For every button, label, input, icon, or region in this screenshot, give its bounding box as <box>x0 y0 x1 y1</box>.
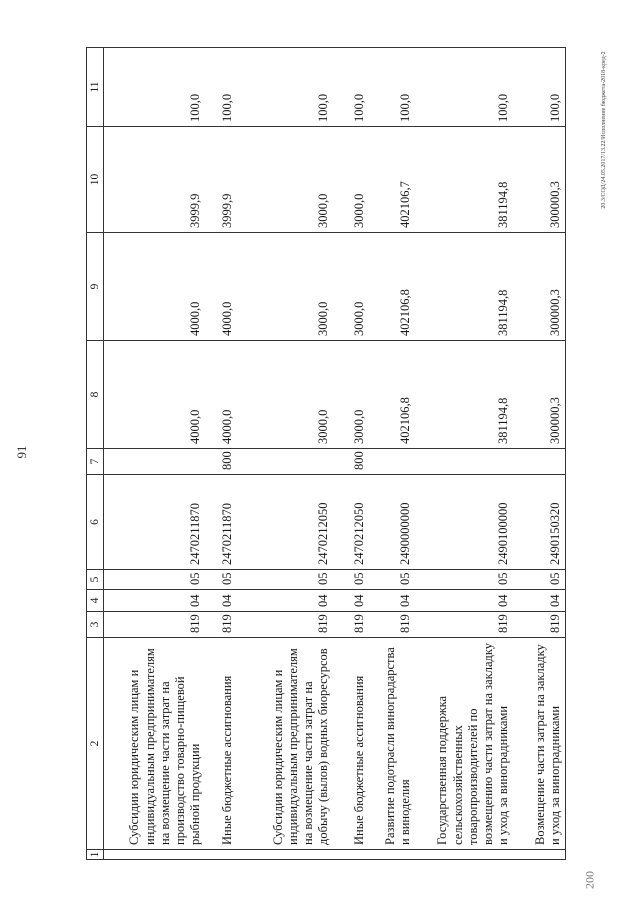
cell-value: 381194,8 <box>416 341 514 449</box>
cell-section: 04 <box>334 590 370 612</box>
column-header: 3 <box>87 612 104 638</box>
column-header: 8 <box>87 341 104 449</box>
cell-ministry: 819 <box>104 612 206 638</box>
row-name: Возмещение части затрат на закладку и уход за виноградниками <box>514 638 566 850</box>
cell-section: 04 <box>370 590 416 612</box>
cell-target-article: 2470211870 <box>206 475 238 570</box>
cell-subsection: 05 <box>370 570 416 590</box>
cell-value: 3999,9 <box>104 127 206 233</box>
cell-percent: 100,0 <box>416 48 514 127</box>
cell-value: 4000,0 <box>206 341 238 449</box>
page-number: 91 <box>14 445 29 459</box>
cell-ministry: 819 <box>416 612 514 638</box>
cell-expense-type: 800 <box>334 449 370 475</box>
cell-target-article: 2470212050 <box>238 475 334 570</box>
cell-value: 402106,8 <box>370 341 416 449</box>
cell-ministry: 819 <box>334 612 370 638</box>
cell-expense-type <box>416 449 514 475</box>
cell-section: 04 <box>416 590 514 612</box>
cell-target-article: 2490150320 <box>514 475 566 570</box>
budget-table-rotated <box>86 48 570 860</box>
row-name: Субсидии юридическим лицам и индивидуальным предпринимателям на возмещение части затрат на производство товарно-пищевой рыбной продукции <box>104 638 206 850</box>
column-header: 4 <box>87 590 104 612</box>
cell-percent: 100,0 <box>206 48 238 127</box>
row-name: Иные бюджетные ассигнования <box>206 638 238 850</box>
column-header: 9 <box>87 233 104 341</box>
cell-value: 402106,8 <box>370 233 416 341</box>
cell-target-article: 2470211870 <box>104 475 206 570</box>
cell-value: 300000,3 <box>514 341 566 449</box>
cell-value: 4000,0 <box>206 233 238 341</box>
table-row <box>206 48 238 860</box>
cell-ministry: 819 <box>238 612 334 638</box>
cell-target-article: 2490000000 <box>370 475 416 570</box>
cell-value: 3000,0 <box>238 341 334 449</box>
cell-percent: 100,0 <box>104 48 206 127</box>
row-name: Субсидии юридическим лицам и индивидуальным предпринимателям на возмещение части затрат на добычу (вылов) водных биоресурсов <box>238 638 334 850</box>
cell-value: 4000,0 <box>104 341 206 449</box>
cell-subsection: 05 <box>238 570 334 590</box>
column-header: 5 <box>87 570 104 590</box>
column-number-header <box>87 48 104 860</box>
row-name: Развитие подотрасли виноградарства и виноделия <box>370 638 416 850</box>
cell-value: 3000,0 <box>334 127 370 233</box>
table-row <box>334 48 370 860</box>
cell-ministry: 819 <box>206 612 238 638</box>
cell-value: 3000,0 <box>238 127 334 233</box>
cell-section: 04 <box>514 590 566 612</box>
cell-value: 3000,0 <box>334 233 370 341</box>
column-header: 10 <box>87 127 104 233</box>
column-header: 7 <box>87 449 104 475</box>
cell-section: 04 <box>238 590 334 612</box>
row-name: Государственная поддержка сельскохозяйственных товаропроизводителей по возмещению части затрат на закладку и уход за виноградниками <box>416 638 514 850</box>
cell-expense-type <box>370 449 416 475</box>
cell-percent: 100,0 <box>238 48 334 127</box>
column-header: 6 <box>87 475 104 570</box>
table-row <box>514 48 566 860</box>
cell-expense-type <box>514 449 566 475</box>
cell-value: 3000,0 <box>334 341 370 449</box>
cell-expense-type <box>104 449 206 475</box>
cell-value: 3000,0 <box>238 233 334 341</box>
row-name: Иные бюджетные ассигнования <box>334 638 370 850</box>
cell-subsection: 05 <box>104 570 206 590</box>
cell-value: 381194,8 <box>416 127 514 233</box>
cell-ministry: 819 <box>514 612 566 638</box>
cell-percent: 100,0 <box>514 48 566 127</box>
column-header: 2 <box>87 638 104 850</box>
table-row <box>104 48 206 860</box>
column-header: 1 <box>87 850 104 860</box>
cell-value: 4000,0 <box>104 233 206 341</box>
cell-expense-type: 800 <box>206 449 238 475</box>
cell-percent: 100,0 <box>370 48 416 127</box>
cell-target-article: 2490100000 <box>416 475 514 570</box>
document-reference: 20.3/СОД/24.05.2017/13.22/Исполнение бюджета-2018-кред-2 <box>601 51 607 209</box>
cell-expense-type <box>238 449 334 475</box>
column-header: 11 <box>87 48 104 127</box>
table-row <box>416 48 514 860</box>
cell-subsection: 05 <box>416 570 514 590</box>
cell-value: 300000,3 <box>514 233 566 341</box>
cell-target-article: 2470212050 <box>334 475 370 570</box>
cell-section: 04 <box>104 590 206 612</box>
cell-percent: 100,0 <box>334 48 370 127</box>
budget-table <box>86 47 566 860</box>
cell-value: 402106,7 <box>370 127 416 233</box>
cell-value: 381194,8 <box>416 233 514 341</box>
cell-subsection: 05 <box>514 570 566 590</box>
cell-ministry: 819 <box>370 612 416 638</box>
table-row <box>370 48 416 860</box>
cell-subsection: 05 <box>206 570 238 590</box>
cell-section: 04 <box>206 590 238 612</box>
sheet-stamp-number: 200 <box>582 871 597 889</box>
cell-value: 3999,9 <box>206 127 238 233</box>
cell-subsection: 05 <box>334 570 370 590</box>
cell-value: 300000,3 <box>514 127 566 233</box>
table-row <box>238 48 334 860</box>
